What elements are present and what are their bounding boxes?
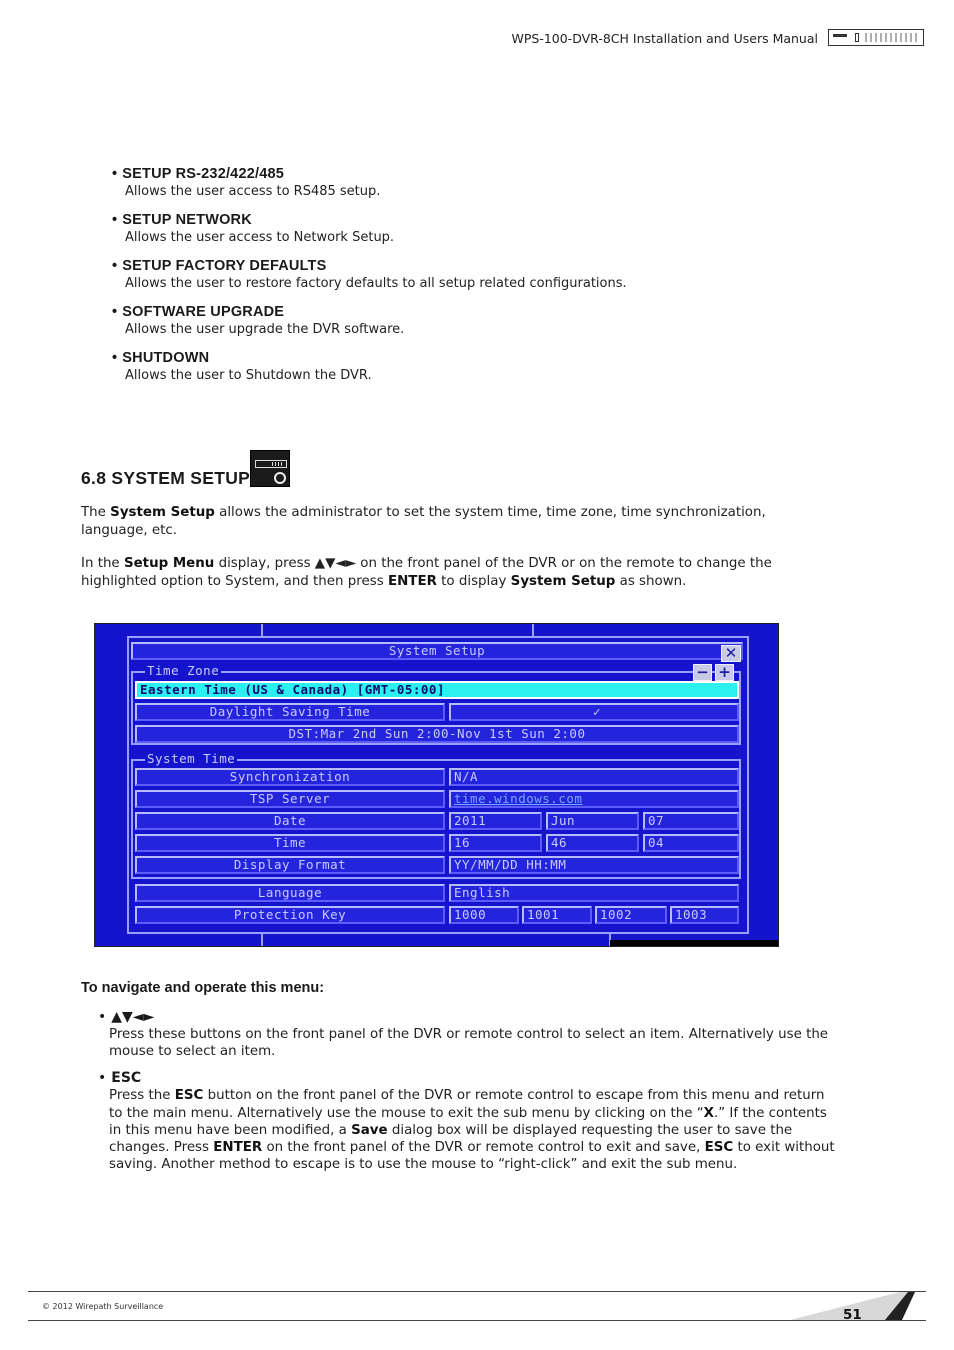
footer-divider	[28, 1320, 926, 1321]
minus-icon[interactable]: −	[693, 664, 712, 681]
arrow-keys-heading: • ▲▼◄►	[98, 1008, 838, 1026]
option-description: Allows the user upgrade the DVR software.	[125, 322, 405, 337]
arrow-keys-text: Press these buttons on the front panel of the DVR or remote control to select an item. Alternatively use the mouse to select an item.	[109, 1027, 829, 1060]
list-item	[112, 258, 872, 292]
date-month-input[interactable]: Jun	[546, 812, 639, 830]
time-second-input[interactable]: 04	[643, 834, 739, 852]
protection-key-input[interactable]: 1002	[595, 906, 667, 924]
date-label: Date	[135, 812, 445, 830]
esc-heading: • ESC	[98, 1069, 838, 1087]
language-select[interactable]: English	[449, 884, 739, 902]
copyright: © 2012 Wirepath Surveillance	[42, 1302, 164, 1311]
list-item	[98, 1008, 838, 1060]
esc-text: Press the ESC button on the front panel of the DVR or remote control to escape from this menu and return to the main menu. Alternatively use the mouse to exit the sub menu by clicking on the “X.” If the contents in this menu have been modified, a Save dialog box will be displayed requesting the user to save the changes. Press ENTER on the front panel of the DVR or remote control to exit and save, ESC to exit without saving. Another method to escape is to use the mouse to “right-click” and exit the sub menu.	[109, 1088, 835, 1173]
protection-key-input[interactable]: 1003	[670, 906, 739, 924]
sync-select[interactable]: N/A	[449, 768, 739, 786]
manual-title: WPS-100-DVR-8CH Installation and Users Manual	[511, 31, 818, 46]
option-title: • SHUTDOWN	[112, 350, 872, 367]
date-year-input[interactable]: 2011	[449, 812, 542, 830]
time-zone-select[interactable]: Eastern Time (US & Canada) [GMT-05:00]	[135, 681, 739, 699]
protection-key-label: Protection Key	[135, 906, 445, 924]
date-day-input[interactable]: 07	[643, 812, 739, 830]
list-item	[112, 350, 872, 384]
protection-key-input[interactable]: 1001	[522, 906, 592, 924]
navigate-heading: To navigate and operate this menu:	[81, 980, 325, 996]
option-description: Allows the user access to RS485 setup.	[125, 184, 381, 199]
option-title: • SETUP FACTORY DEFAULTS	[112, 258, 872, 275]
option-description: Allows the user to Shutdown the DVR.	[125, 368, 372, 383]
language-label: Language	[135, 884, 445, 902]
tsp-server-input[interactable]: time.windows.com	[449, 790, 739, 808]
list-item	[112, 304, 872, 338]
option-title: • SETUP NETWORK	[112, 212, 872, 229]
time-hour-input[interactable]: 16	[449, 834, 542, 852]
dst-label: Daylight Saving Time	[135, 703, 445, 721]
sync-label: Synchronization	[135, 768, 445, 786]
plus-icon[interactable]: +	[715, 664, 734, 681]
setup-option-list	[112, 166, 872, 396]
list-item	[98, 1069, 838, 1173]
system-setup-icon	[250, 450, 290, 487]
display-format-select[interactable]: YY/MM/DD HH:MM	[449, 856, 739, 874]
system-setup-screenshot	[94, 623, 779, 947]
list-item	[112, 166, 872, 200]
list-item	[112, 212, 872, 246]
page-number: 51	[843, 1307, 862, 1323]
system-time-label: System Time	[147, 751, 236, 766]
tsp-server-label: TSP Server	[135, 790, 445, 808]
section-heading: 6.8 SYSTEM SETUP	[81, 468, 251, 488]
dialog-title: System Setup	[131, 642, 743, 660]
option-description: Allows the user to restore factory defaults to all setup related configurations.	[125, 276, 627, 291]
intro-paragraph: The System Setup allows the administrator to set the system time, time zone, time synchronization, language, etc.	[81, 505, 766, 538]
time-minute-input[interactable]: 46	[546, 834, 639, 852]
navigate-list	[98, 1008, 838, 1182]
time-zone-label: Time Zone	[147, 663, 220, 678]
instruction-paragraph: In the Setup Menu display, press ▲▼◄► on the front panel of the DVR or on the remote to change the highlighted option to System, and then press ENTER to display System Setup as shown.	[81, 556, 772, 589]
dst-checkbox[interactable]: ✓	[449, 703, 739, 721]
protection-key-input[interactable]: 1000	[449, 906, 519, 924]
option-description: Allows the user access to Network Setup.	[125, 230, 395, 245]
dvr-device-icon	[828, 29, 924, 46]
close-icon[interactable]: ✕	[721, 645, 741, 662]
option-title: • SOFTWARE UPGRADE	[112, 304, 872, 321]
time-label: Time	[135, 834, 445, 852]
option-title: • SETUP RS-232/422/485	[112, 166, 872, 183]
display-format-label: Display Format	[135, 856, 445, 874]
dst-rule-button[interactable]: DST:Mar 2nd Sun 2:00-Nov 1st Sun 2:00	[135, 725, 739, 743]
